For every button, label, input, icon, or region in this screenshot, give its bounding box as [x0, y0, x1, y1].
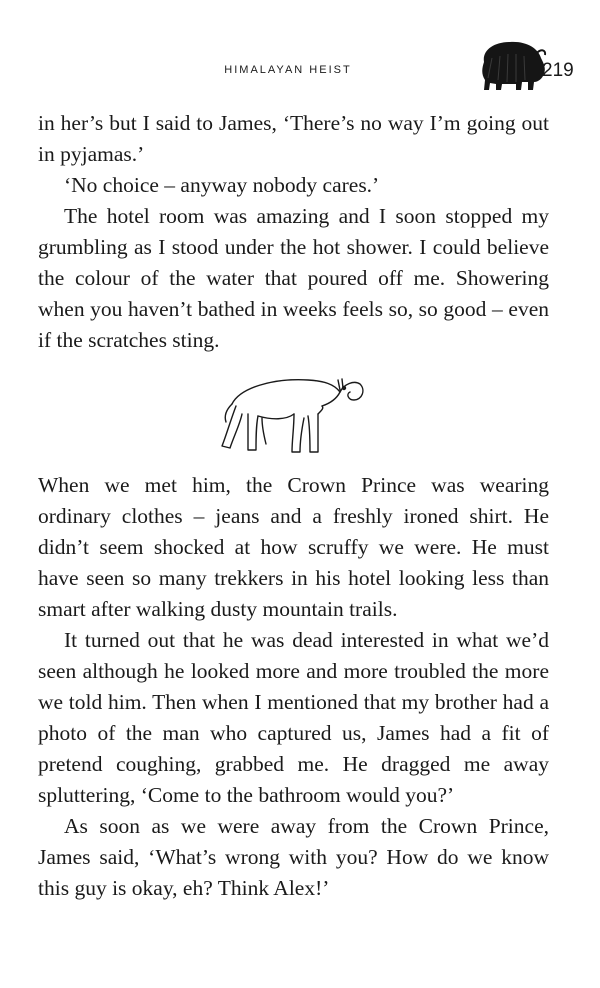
paragraph: When we met him, the Crown Prince was wearing ordinary clothes – jeans and a freshly ironed shirt. He didn’t seem shocked at how scruffy we were. He must have seen so many trekkers in his hotel looking less than smart after walking dusty mountain trails. — [38, 473, 549, 621]
paragraph: in her’s but I said to James, ‘There’s no way I’m going out in pyjamas.’ — [38, 111, 549, 166]
elephant-line-drawing-icon — [212, 366, 368, 468]
running-head: HIMALAYAN HEIST — [224, 64, 352, 76]
page-header — [0, 0, 600, 100]
paragraph: As soon as we were away from the Crown Prince, James said, ‘What’s wrong with you? How do we know this guy is okay, eh? Think Alex!’ — [38, 814, 549, 900]
text-section-bottom — [38, 470, 549, 904]
yak-silhouette-icon — [478, 38, 548, 90]
paragraph: It turned out that he was dead interested in what we’d seen although he looked more and more troubled the more we told him. Then when I mentioned that my brother had a photo of the man who captured us, James had a fit of pretend coughing, grabbed me. He dragged me away spluttering, ‘Come to the bathroom would you?’ — [38, 628, 549, 807]
text-section-top — [38, 108, 549, 356]
page-number: 219 — [542, 60, 574, 81]
paragraph: The hotel room was amazing and I soon stopped my grumbling as I stood under the hot shower. I could believe the colour of the water that poured off me. Showering when you haven’t bathed in weeks feels so, so good – even if the scratches sting. — [38, 204, 549, 352]
paragraph: ‘No choice – anyway nobody cares.’ — [64, 173, 380, 197]
